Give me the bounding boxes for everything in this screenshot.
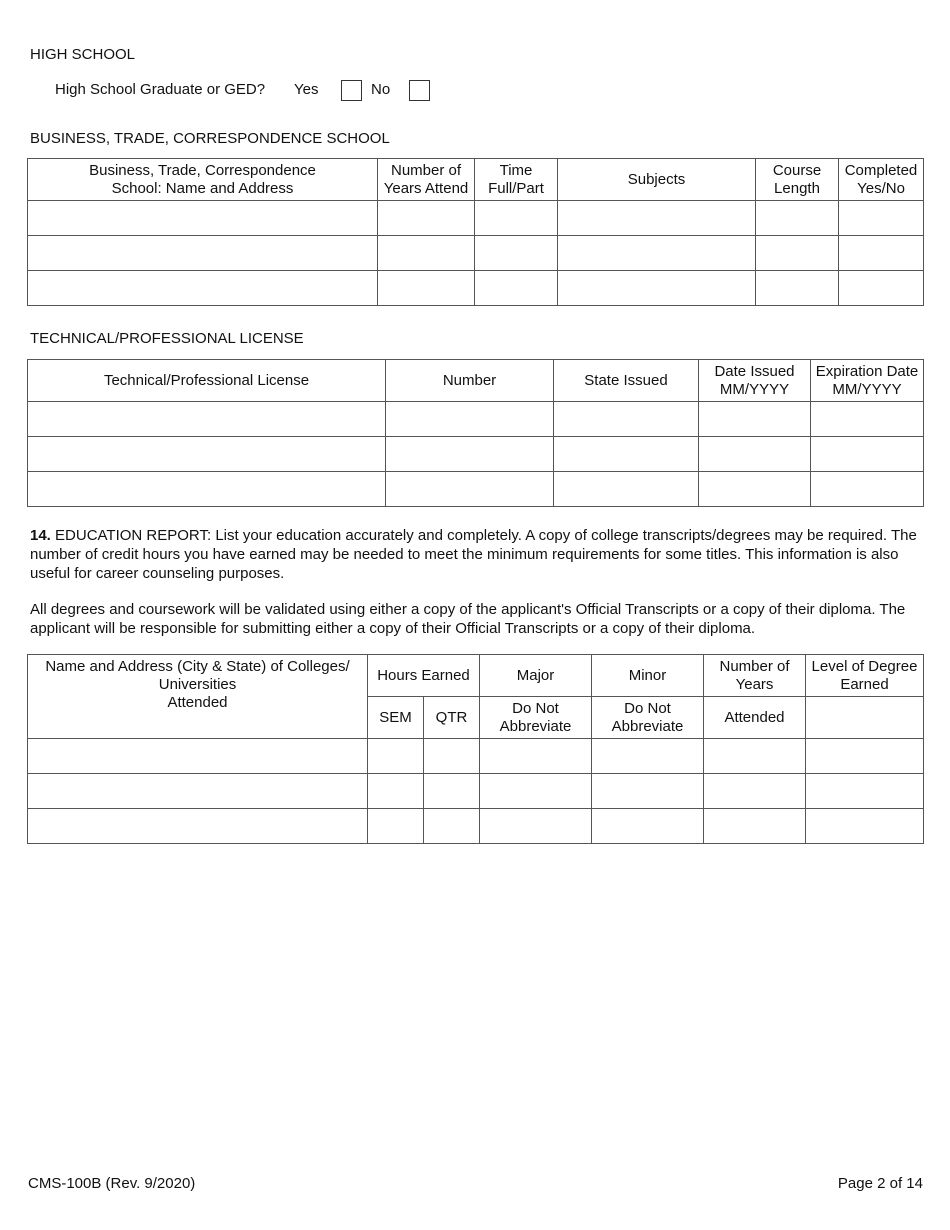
table-cell[interactable]: [28, 809, 368, 844]
hours-earned-header: Hours Earned: [368, 655, 480, 697]
table-row: [28, 472, 924, 507]
table-cell[interactable]: [28, 236, 378, 271]
table-cell[interactable]: [378, 201, 475, 236]
page-number: Page 2 of 14: [837, 1175, 923, 1192]
yes-label: Yes: [294, 81, 319, 98]
license-number-header: Number: [386, 360, 554, 402]
license-name-header: Technical/Professional License: [28, 360, 386, 402]
table-cell[interactable]: [28, 472, 386, 507]
high-school-heading: HIGH SCHOOL: [30, 46, 136, 63]
table-cell[interactable]: [699, 472, 811, 507]
business-school-name-header: Business, Trade, Correspondence School: Name and Address: [28, 159, 378, 201]
table-cell[interactable]: [554, 402, 699, 437]
table-cell[interactable]: [480, 809, 592, 844]
table-cell[interactable]: [378, 271, 475, 306]
table-cell[interactable]: [839, 236, 924, 271]
license-table: [27, 359, 924, 507]
table-cell[interactable]: [811, 437, 924, 472]
license-heading: TECHNICAL/PROFESSIONAL LICENSE: [30, 330, 304, 347]
table-row: [28, 201, 924, 236]
years-attend-header: Number of Years Attend: [378, 159, 475, 201]
table-row: [28, 236, 924, 271]
date-issued-header: Date Issued MM/YYYY: [699, 360, 811, 402]
table-cell[interactable]: [475, 271, 558, 306]
table-cell[interactable]: [475, 236, 558, 271]
table-cell[interactable]: [699, 437, 811, 472]
education-header-row-1: [28, 655, 924, 697]
table-cell[interactable]: [378, 236, 475, 271]
table-cell[interactable]: [368, 739, 424, 774]
subjects-header: Subjects: [558, 159, 756, 201]
table-cell[interactable]: [806, 809, 924, 844]
minor-note: Do Not Abbreviate: [592, 697, 704, 739]
table-row: [28, 437, 924, 472]
number-of-years-header: Number of Years: [704, 655, 806, 697]
table-cell[interactable]: [756, 271, 839, 306]
college-name-header: Name and Address (City & State) of Colleges/ Universities Attended: [28, 655, 368, 739]
table-cell[interactable]: [368, 774, 424, 809]
education-report-paragraph: [30, 526, 920, 583]
major-note: Do Not Abbreviate: [480, 697, 592, 739]
business-school-heading: BUSINESS, TRADE, CORRESPONDENCE SCHOOL: [30, 130, 390, 147]
table-cell[interactable]: [811, 472, 924, 507]
no-label: No: [371, 81, 391, 98]
table-cell[interactable]: [424, 809, 480, 844]
expiration-date-header: Expiration Date MM/YYYY: [811, 360, 924, 402]
table-cell[interactable]: [704, 809, 806, 844]
table-cell[interactable]: [386, 437, 554, 472]
major-header: Major: [480, 655, 592, 697]
validation-paragraph: All degrees and coursework will be validated using either a copy of the applicant's Official Transcripts or a copy of their diploma. The applicant will be responsible for submitting either a copy of their Official Transcripts or a copy of their diploma.: [30, 601, 906, 637]
business-school-table: [27, 158, 924, 306]
table-cell[interactable]: [424, 739, 480, 774]
table-cell[interactable]: [592, 809, 704, 844]
table-cell[interactable]: [839, 271, 924, 306]
degree-level-header: Level of Degree Earned: [806, 655, 924, 697]
table-cell[interactable]: [28, 271, 378, 306]
license-header-row: [28, 360, 924, 402]
no-checkbox[interactable]: [409, 80, 430, 101]
table-cell[interactable]: [592, 739, 704, 774]
table-cell[interactable]: [558, 201, 756, 236]
table-cell[interactable]: [28, 437, 386, 472]
table-row: [28, 402, 924, 437]
time-header: Time Full/Part: [475, 159, 558, 201]
table-cell[interactable]: [558, 236, 756, 271]
table-cell[interactable]: [28, 739, 368, 774]
table-cell[interactable]: [475, 201, 558, 236]
table-cell[interactable]: [806, 774, 924, 809]
table-cell[interactable]: [28, 201, 378, 236]
table-cell[interactable]: [558, 271, 756, 306]
course-length-header: Course Length: [756, 159, 839, 201]
table-cell[interactable]: [28, 774, 368, 809]
table-cell[interactable]: [554, 472, 699, 507]
table-cell[interactable]: [592, 774, 704, 809]
table-cell[interactable]: [28, 402, 386, 437]
table-cell[interactable]: [704, 774, 806, 809]
table-cell[interactable]: [480, 774, 592, 809]
qtr-header: QTR: [424, 697, 480, 739]
high-school-question: High School Graduate or GED?: [55, 81, 266, 98]
table-cell[interactable]: [806, 739, 924, 774]
table-cell[interactable]: [699, 402, 811, 437]
table-cell[interactable]: [386, 402, 554, 437]
education-report-text: EDUCATION REPORT: List your education accurately and completely. A copy of college transcripts/degrees may be required. The number of credit hours you have earned may be needed to meet the minimum requirements for some titles. This information is also useful for career counseling purposes.: [30, 527, 917, 582]
years-attended-note: Attended: [704, 697, 806, 739]
table-row: [28, 271, 924, 306]
table-cell[interactable]: [756, 201, 839, 236]
table-row: [28, 809, 924, 844]
state-issued-header: State Issued: [554, 360, 699, 402]
table-cell[interactable]: [554, 437, 699, 472]
yes-checkbox[interactable]: [341, 80, 362, 101]
table-row: [28, 739, 924, 774]
table-cell[interactable]: [839, 201, 924, 236]
item-number: 14.: [30, 527, 51, 544]
form-id: CMS-100B (Rev. 9/2020): [28, 1175, 196, 1192]
degree-blank-header: [806, 697, 924, 739]
sem-header: SEM: [368, 697, 424, 739]
table-row: [28, 774, 924, 809]
table-cell[interactable]: [424, 774, 480, 809]
table-cell[interactable]: [480, 739, 592, 774]
table-cell[interactable]: [368, 809, 424, 844]
table-cell[interactable]: [704, 739, 806, 774]
table-cell[interactable]: [811, 402, 924, 437]
completed-header: Completed Yes/No: [839, 159, 924, 201]
minor-header: Minor: [592, 655, 704, 697]
business-school-header-row: [28, 159, 924, 201]
table-cell[interactable]: [386, 472, 554, 507]
table-cell[interactable]: [756, 236, 839, 271]
education-table: [27, 654, 924, 844]
